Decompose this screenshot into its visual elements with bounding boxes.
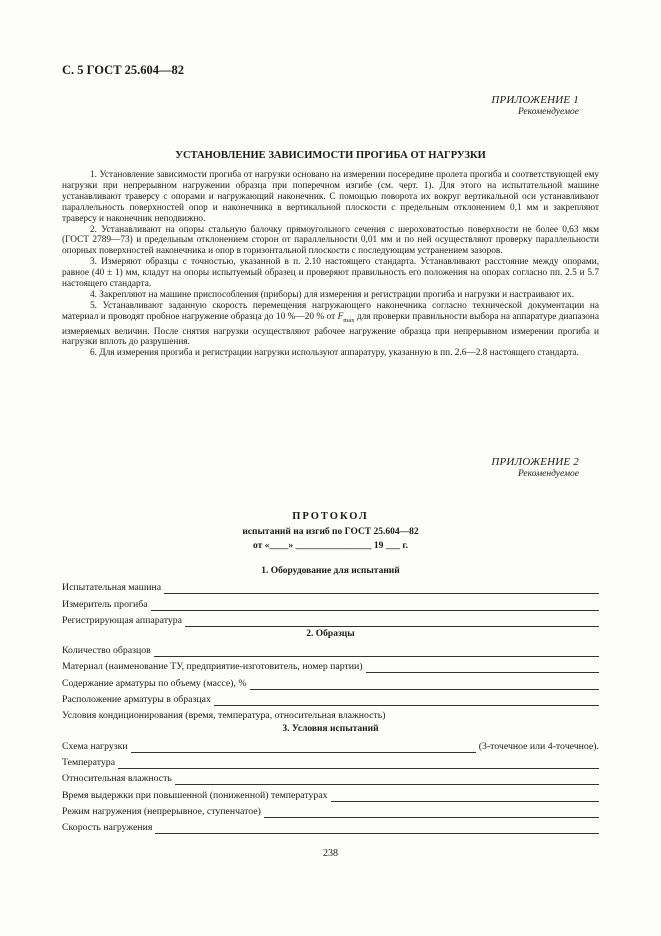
field-label: Регистрирующая аппаратура xyxy=(62,614,182,626)
section-1-heading: 1. Оборудование для испытаний xyxy=(261,566,400,576)
paragraph-1: 1. Установление зависимости прогиба от нагрузки основано на измерении посередине пролета прогиба и соответствующей ему нагрузки при непрерывном нагружении образца при поперечном изгибе (см. черт. 1). Для этого на испытательной машине устанавливают траверсу с опорами и нагружающий наконечник. С помощью поворота их вокруг вертикальной оси устанавливают параллельность поверхностей опор и наконечника в вертикальной плоскости с предельным отклонением 0,1 мм и закрепляют траверсу и наконечник неподвижно. xyxy=(62,170,599,224)
form-row xyxy=(62,657,599,673)
appendix-2-subtitle: Рекомендуемое xyxy=(517,469,579,479)
paragraph-6: 6. Для измерения прогиба и регистрации нагрузки используют аппаратуру, указанную в пп. 2.6—2.8 настоящего стандарта. xyxy=(90,348,579,359)
field-suffix: (3-точечное или 4-точечное). xyxy=(478,740,599,752)
form-row xyxy=(62,802,599,818)
paragraph-2: 2. Устанавливают на опоры стальную балочку прямоугольного сечения с шероховатостью поверхности не более 0,63 мкм (ГОСТ 2789—73) и предельным отклонением сторон от параллельности 0,01 мм и по ней осуществляют проверку параллельности опорных поверхностей наконечника и опор в горизонтальной плоскости с последующим устранением зазоров. xyxy=(62,224,599,257)
fill-line[interactable] xyxy=(151,600,599,611)
fill-line[interactable] xyxy=(331,791,599,802)
field-label: Расположение арматуры в образцах xyxy=(62,694,211,706)
form-row xyxy=(62,611,599,627)
force-variable: F xyxy=(337,311,344,322)
appendix-1-title: ПРИЛОЖЕНИЕ 1 xyxy=(491,94,579,106)
fill-line[interactable] xyxy=(214,695,599,706)
field-label: Количество образцов xyxy=(62,645,151,657)
form-row xyxy=(62,753,599,769)
form-row xyxy=(62,690,599,706)
protocol-title: ПРОТОКОЛ xyxy=(292,511,369,522)
page-header: С. 5 ГОСТ 25.604—82 xyxy=(62,63,185,77)
paragraph-3: 3. Измеряют образцы с точностью, указанной в п. 2.10 настоящего стандарта. Устанавливают расстояние между опорами, равное (40 ± 1) мм, кладут на опоры испытуемый образец и проверяют правильность его положения на опорах согласно пп. 2.5 и 5.7 настоящего стандарта. xyxy=(62,257,599,290)
form-row xyxy=(62,594,599,610)
form-row xyxy=(62,578,599,594)
fill-line[interactable] xyxy=(131,742,476,753)
appendix-1-subtitle: Рекомендуемое xyxy=(517,107,579,117)
appendix-2-title: ПРИЛОЖЕНИЕ 2 xyxy=(491,456,579,468)
fill-line[interactable] xyxy=(175,774,599,785)
protocol-date-line: от «____» ________________ 19 ___ г. xyxy=(252,541,409,551)
fill-line[interactable] xyxy=(118,758,599,769)
fill-line[interactable] xyxy=(164,583,599,594)
field-label: Условия кондиционирования (время, температура, относительная влажность) xyxy=(62,710,386,722)
fill-line[interactable] xyxy=(154,646,599,657)
paragraph-5 xyxy=(62,301,599,348)
fill-line[interactable] xyxy=(264,807,599,818)
section-title: УСТАНОВЛЕНИЕ ЗАВИСИМОСТИ ПРОГИБА ОТ НАГРУЗКИ xyxy=(175,150,486,161)
field-label: Температура xyxy=(62,756,116,768)
paragraph-5-part-1: 5. Устанавливают заданную скорость перемещения нагружающего наконечника согласно технической документации на материал и проводят пробное нагружение образца до 10 %—20 % от xyxy=(62,300,599,322)
field-label: Режим нагружения (непрерывное, ступенчатое) xyxy=(62,805,261,817)
field-label: Время выдержки при повышенной (пониженной) температурах xyxy=(62,789,328,801)
field-label: Материал (наименование ТУ, предприятие-изготовитель, номер партии) xyxy=(62,661,363,673)
force-subscript: max xyxy=(343,316,355,324)
protocol-header xyxy=(62,511,599,551)
form-row xyxy=(62,641,599,657)
form-row xyxy=(62,785,599,801)
fill-line[interactable] xyxy=(366,662,599,673)
form-row xyxy=(62,818,599,834)
field-label: Измеритель прогиба xyxy=(62,598,148,610)
field-label: Испытательная машина xyxy=(62,582,162,594)
protocol-subtitle: испытаний на изгиб по ГОСТ 25.604—82 xyxy=(242,527,419,537)
section-3-heading: 3. Условия испытаний xyxy=(282,724,379,735)
appendix-1-label xyxy=(491,94,579,117)
field-label: Схема нагрузки xyxy=(62,740,128,752)
paragraph-5-part-2: для проверки правильности выбора на аппаратуре диапазона измеряемых величин. После снятия нагрузки осуществляют рабочее нагружение образца при непрерывном измерении прогиба и нагрузки вплоть до разрушения. xyxy=(62,311,599,348)
fill-line[interactable] xyxy=(185,616,599,627)
page-number: 238 xyxy=(323,848,338,859)
form-row xyxy=(62,673,599,689)
field-label: Содержание арматуры по объему (массе), % xyxy=(62,677,247,689)
field-label: Относительная влажность xyxy=(62,773,172,785)
form-row xyxy=(62,736,599,752)
appendix-1-body xyxy=(62,170,599,359)
field-label: Скорость нагружения xyxy=(62,822,153,834)
paragraph-4: 4. Закрепляют на машине приспособления (приборы) для измерения и регистрации прогиба и нагрузки и настраивают их. xyxy=(90,289,575,300)
protocol-form xyxy=(62,564,599,834)
fill-line[interactable] xyxy=(155,823,599,834)
form-row xyxy=(62,706,599,722)
appendix-2-label xyxy=(491,456,579,479)
fill-line[interactable] xyxy=(250,679,599,690)
section-2-heading: 2. Образцы xyxy=(306,628,355,639)
form-row xyxy=(62,769,599,785)
